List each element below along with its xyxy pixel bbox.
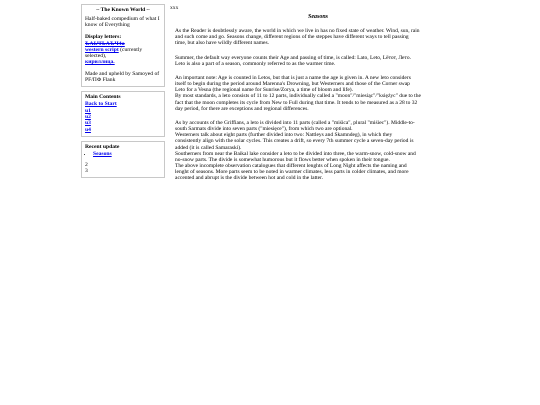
article — [175, 14, 461, 189]
article-paragraph — [175, 120, 461, 182]
cyrillic-script-link[interactable]: кириллица. — [85, 59, 115, 66]
original-script-link[interactable]: ЪАЬЧЪАЪЧ4а — [85, 40, 125, 47]
article-paragraph — [175, 28, 461, 46]
paragraph-line: itself to begin during the period around Marenna's Drowning, but Westerners and those of the Corner swap — [175, 81, 410, 88]
nav-link-back-to-start[interactable]: Back to Start — [85, 101, 117, 108]
paragraph-line: As by accounts of the Griffians, a leto is divided into 11 parts (called a "miśica", plural "miśiec"). Middle-to- — [175, 119, 415, 126]
site-credit: Made and upheld by Samoyed of PF/ПФ Flank — [85, 70, 160, 83]
paragraph-line: consistently align with the solar cycles. This creates a drift, so every 7th summer cycle a seven-day period is — [175, 138, 414, 145]
main-contents-heading: Main Contents — [85, 94, 121, 101]
site-title: ~ The Known World ~ — [96, 7, 150, 13]
recent-update-panel — [81, 141, 165, 178]
paragraph-line: accented and abrupt is the divide between hot and cold in the latter. — [175, 175, 323, 182]
paragraph-line: south Sarmats divide into seven parts ("miesięce"), from which two are optional. — [175, 126, 353, 133]
recent-link-seasons[interactable]: Seasons — [93, 151, 112, 158]
paragraph-line: Westerners talk about eight parts (further divided into two: Nattleys and Skamndeg), in which they — [175, 132, 393, 139]
placeholder-label: xxx — [170, 5, 179, 11]
paragraph-line: The above incomplete observation catalogues that different lenghts of Long Night affects the naming and — [175, 162, 407, 169]
paragraph-line: An important note: Age is counted in Letos, but that is just a name the age is given in. A new leto considers — [175, 74, 411, 81]
currently-selected-note: (currently selected), — [85, 47, 143, 60]
recent-update-list — [85, 151, 161, 157]
paragraph-line: Southerners from near the Baikal lake consider a leto to be divided into three, the warm-snow, cold-snow and — [175, 150, 416, 157]
paragraph-line: added (it is called Samaraski). — [175, 144, 242, 151]
recent-update-heading: Recent update — [85, 144, 120, 151]
paragraph-line: and such come and go. Seasons change, different regions of the steppes have different ways to tell passing — [175, 34, 409, 41]
article-paragraph — [175, 75, 461, 112]
paragraph-line: day period, for there are exceptions and regional differences. — [175, 105, 309, 112]
site-tagline: Half-baked compedium of what I know of Everything — [85, 16, 160, 29]
display-letters-heading: Display letters: — [85, 33, 122, 40]
sidebar — [81, 4, 165, 182]
paragraph-line: By most standards, a leto consists of 11 to 12 parts, individually called a "moon"/"miesiąc"/"księżyc" due to the — [175, 93, 421, 100]
nav-link-u1[interactable]: u1 — [85, 107, 91, 114]
page-title: Seasons — [307, 14, 328, 20]
page-list — [85, 162, 161, 175]
article-body — [175, 28, 461, 181]
nav-link-u2[interactable]: u2 — [85, 114, 91, 121]
display-letters-section — [85, 34, 161, 66]
paragraph-line: Leto is also a part of a season, commonly referred to as the warmer time. — [175, 60, 336, 67]
nav-link-u4[interactable]: u4 — [85, 126, 91, 133]
page-number: 3 — [85, 168, 88, 175]
paragraph-line: Summer, the default way everyone counts their Age and passing of time, is called: Lato, Leto, Lётот, Лето. — [175, 54, 411, 61]
nav-link-u3[interactable]: u3 — [85, 120, 91, 127]
page-number: 2 — [85, 161, 88, 168]
paragraph-line: lenght of seasons. More parts seem to be noted in warmer climates, less parts in colder climates, and more — [175, 169, 409, 176]
paragraph-line: no-snow parts. The divide is somewhat humorous but it flows better when spoken in their tongue. — [175, 156, 390, 163]
paragraph-line: fact that the moon completes its cycle from New to Full during that time. It tends to be measured as a 28 to 32 — [175, 99, 418, 106]
article-paragraph — [175, 55, 461, 67]
list-item — [93, 151, 161, 157]
site-info-panel — [81, 4, 165, 87]
western-script-link[interactable]: western script — [85, 47, 119, 54]
paragraph-line: Leto for a Vesna (the regional name for Sunrise/Zorya, a time of bloom and life). — [175, 87, 353, 94]
paragraph-line: time, but also have wildly different names. — [175, 40, 269, 47]
paragraph-line: As the Reader is deubtlessly aware, the world in which we live in has no fixed state of weather. Wind, sun, rain — [175, 28, 420, 35]
main-contents-panel — [81, 91, 165, 137]
